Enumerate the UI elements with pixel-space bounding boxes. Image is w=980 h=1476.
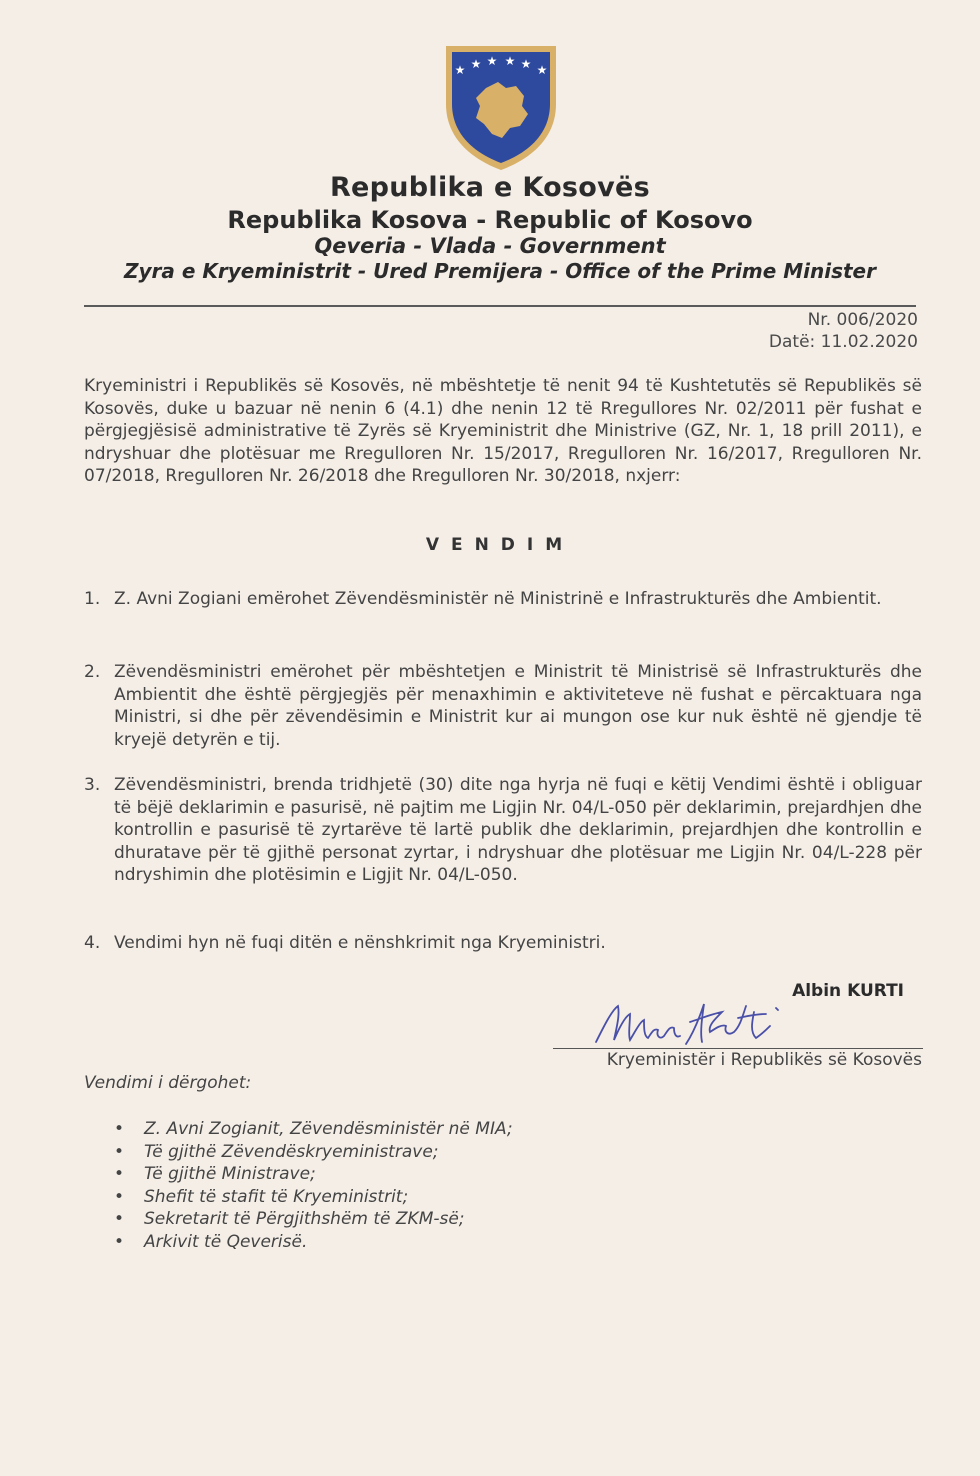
svg-text:★: ★ — [504, 54, 516, 68]
bullet-icon: • — [114, 1231, 125, 1252]
distribution-list — [110, 1118, 513, 1254]
recipient-text: Arkivit të Qeverisë. — [144, 1231, 308, 1252]
signer-title: Kryeministër i Republikës së Kosovës — [606, 1050, 922, 1070]
header-republic-albanian: Republika e Kosovës — [329, 172, 651, 203]
bullet-icon: • — [114, 1186, 125, 1207]
item-number: 1. — [84, 589, 101, 609]
signer-name: Albin KURTI — [792, 981, 904, 1001]
item-text: Z. Avni Zogiani emërohet Zëvendësministër në Ministrinë e Infrastrukturës dhe Ambientit. — [114, 589, 882, 609]
handwritten-signature — [590, 996, 800, 1052]
item-number: 3. — [84, 775, 101, 795]
decision-title: VENDIM — [425, 535, 575, 555]
recipient-text: Sekretarit të Përgjithshëm të ZKM-së; — [144, 1209, 465, 1230]
recipient-text: Shefit të stafit të Kryeministrit; — [144, 1186, 409, 1207]
item-text: Vendimi hyn në fuqi ditën e nënshkrimit nga Kryeministri. — [114, 933, 606, 953]
signature-line — [553, 1048, 923, 1049]
bullet-icon: • — [114, 1119, 125, 1139]
svg-text:★: ★ — [454, 63, 466, 77]
item-number: 4. — [84, 933, 101, 953]
header-government: Qeveria - Vlada - Government — [314, 234, 666, 258]
bullet-icon: • — [114, 1209, 125, 1230]
list-item — [110, 1141, 513, 1164]
recipient-text: Të gjithë Zëvendëskryeministrave; — [144, 1141, 439, 1162]
item-number: 2. — [84, 662, 101, 682]
bullet-icon: • — [114, 1164, 125, 1185]
header-divider — [84, 305, 916, 307]
recipient-text: Z. Avni Zogianit, Zëvendësministër në MIA; — [144, 1119, 513, 1139]
reference-number: Nr. 006/2020 — [807, 310, 918, 330]
svg-text:★: ★ — [486, 54, 498, 68]
header-office: Zyra e Kryeministrit - Ured Premijera - Office of the Prime Minister — [124, 259, 876, 283]
item-text: Zëvendësministri emërohet për mbështetjen e Ministrit të Ministrisë së Infrastrukturës dhe Ambientit dhe është përgjegjës për menaxhimin e aktiviteteve në fushat e përcaktuara nga Ministri, si dhe për zëvendësimin e Ministrit kur ai mungon ose kur nuk është në gjendje të kryejë detyrën e tij. — [114, 662, 922, 750]
kosovo-coat-of-arms-icon — [440, 42, 562, 172]
item-text: Zëvendësministri, brenda tridhjetë (30) dite nga hyrja në fuqi e këtij Vendimi është i obliguar të bëjë deklarimin e pasurisë, në pajtim me Ligjin Nr. 04/L-050 për deklarimin, prejardhjen dhe kontrollin e pasurisë të zyrtarëve të lartë publik dhe deklarimin, prejardhjen dhe kontrollin e dhuratave për të gjithë personat zyrtar, i ndryshuar dhe plotësuar me Ligjin Nr. 04/L-228 për ndryshimin dhe plotësimin e Ligjit Nr. 04/L-050. — [114, 775, 922, 886]
list-item — [110, 1163, 513, 1186]
list-item — [110, 1208, 513, 1231]
header-republic-multilingual: Republika Kosova - Republic of Kosovo — [227, 206, 753, 234]
distribution-label: Vendimi i dërgohet: — [84, 1073, 252, 1093]
recipient-text: Të gjithë Ministrave; — [144, 1164, 316, 1185]
intro-paragraph: Kryeministri i Republikës së Kosovës, në mbështetje të nenit 94 të Kushtetutës së Republikës së Kosovës, duke u bazuar në nenin 6 (4.1) dhe nenin 12 të Rregullores Nr. 02/2011 për fushat e përgjegjësisë administrative të Zyrës së Kryeministrit dhe Ministrive (GZ, Nr. 1, 18 prill 2011), e ndryshuar dhe plotësuar me Rregulloren Nr. 15/2017, Rregulloren Nr. 16/2017, Rregulloren Nr. 07/2018, Rregulloren Nr. 26/2018 dhe Rregulloren Nr. 30/2018, nxjerr: — [84, 376, 922, 487]
list-item — [110, 1231, 513, 1254]
svg-text:★: ★ — [470, 57, 482, 71]
list-item — [110, 1118, 513, 1141]
svg-text:★: ★ — [520, 57, 532, 71]
svg-text:★: ★ — [536, 63, 548, 77]
list-item — [110, 1186, 513, 1209]
bullet-icon: • — [114, 1141, 125, 1162]
reference-date: Datë: 11.02.2020 — [768, 332, 918, 352]
